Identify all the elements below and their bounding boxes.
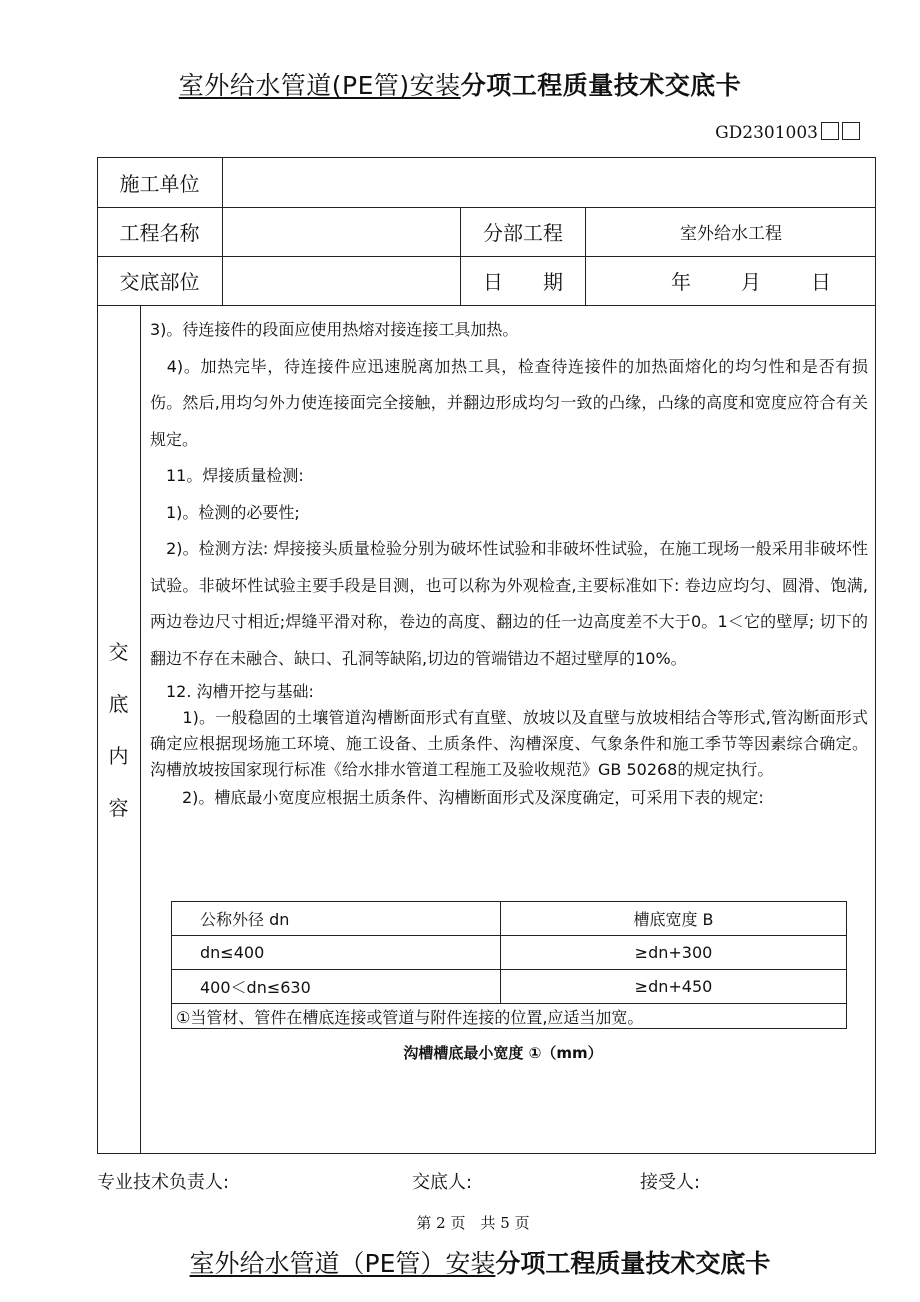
column-divider — [140, 305, 141, 1154]
table-cell: 400＜dn≤630 — [172, 970, 501, 1004]
value-sub-project: 室外给水工程 — [680, 224, 782, 244]
label-sub-project: 分部工程 — [483, 221, 563, 245]
next-title-rest: 分项工程质量技术交底卡 — [495, 1249, 771, 1278]
disclosure-content-label — [97, 306, 140, 1154]
table-header: 槽底宽度 B — [501, 902, 847, 936]
document-code — [715, 122, 860, 143]
date-year: 年 — [671, 270, 691, 294]
page-title — [0, 66, 920, 102]
title-underlined: 室外给水管道(PE管)安装 — [178, 71, 461, 100]
paragraph: 2)。槽底最小宽度应根据土质条件、沟槽断面形式及深度确定，可采用下表的规定: — [150, 788, 764, 807]
table-row — [172, 970, 847, 1004]
paragraph: 4)。加热完毕，待连接件应迅速脱离加热工具，检查待连接件的加热面熔化的均匀性和是否有损伤。然后,用均匀外力使连接面完全接触，并翻边形成均匀一致的凸缘，凸缘的高度和宽度应符合有关规定。 — [150, 356, 868, 449]
table-note-row — [172, 1004, 847, 1029]
value-date[interactable] — [586, 256, 876, 305]
label-project-name: 工程名称 — [119, 221, 200, 245]
footer-discloser: 交底人: — [412, 1172, 473, 1193]
footer-receiver: 接受人: — [640, 1172, 701, 1193]
value-construction-unit[interactable] — [223, 157, 875, 207]
side-char: 交 — [108, 640, 129, 664]
trench-width-table — [171, 901, 847, 1029]
next-title-underlined: 室外给水管道（PE管）安装 — [189, 1249, 496, 1278]
checkbox-icon — [821, 122, 839, 140]
paragraph: 1)。检测的必要性; — [150, 502, 300, 522]
paragraph: 11。焊接质量检测: — [150, 466, 304, 485]
disclosure-content — [150, 312, 868, 811]
paragraph: 12. 沟槽开挖与基础: — [150, 682, 314, 701]
side-char: 容 — [108, 796, 129, 820]
title-rest: 分项工程质量技术交底卡 — [460, 71, 742, 100]
value-project-name[interactable] — [223, 207, 460, 256]
side-char: 底 — [108, 692, 129, 716]
table-caption: 沟槽槽底最小宽度 ①（mm） — [403, 1044, 603, 1062]
dense-block — [150, 705, 868, 811]
row-divider — [97, 305, 876, 306]
table-cell: ≥dn+300 — [501, 936, 847, 970]
checkbox-icon — [842, 122, 860, 140]
next-page-title — [0, 1244, 920, 1280]
table-header: 公称外径 dn — [172, 902, 501, 936]
page-number: 第 2 页 共 5 页 — [416, 1214, 530, 1232]
paragraph: 1)。一般稳固的土壤管道沟槽断面形式有直壁、放坡以及直壁与放坡相结合等形式,管沟断面形式确定应根据现场施工环境、施工设备、土质条件、沟槽深度、气象条件和施工季节等因素综合确定。沟槽放坡按国家现行标准《给水排水管道工程施工及验收规范》GB 50268的规定执行。 — [150, 708, 868, 779]
date-day: 日 — [811, 270, 831, 294]
value-disclosure-part[interactable] — [223, 256, 460, 305]
table-header-row — [172, 902, 847, 936]
label-construction-unit: 施工单位 — [119, 171, 200, 196]
date-month: 月 — [741, 270, 761, 294]
code-text: GD2301003 — [715, 123, 818, 143]
paragraph: 3)。待连接件的段面应使用热熔对接连接工具加热。 — [150, 320, 519, 339]
side-char: 内 — [108, 744, 129, 768]
table-cell: ≥dn+450 — [501, 970, 847, 1004]
label-disclosure-part: 交底部位 — [119, 270, 200, 294]
table-cell: dn≤400 — [172, 936, 501, 970]
footer-tech-lead: 专业技术负责人: — [97, 1172, 230, 1193]
label-date: 日 期 — [483, 270, 563, 294]
table-row — [172, 936, 847, 970]
table-note: ①当管材、管件在槽底连接或管道与附件连接的位置,应适当加宽。 — [172, 1004, 847, 1029]
paragraph: 2)。检测方法: 焊接接头质量检验分别为破坏性试验和非破坏性试验，在施工现场一般采用非破坏性试验。非破坏性试验主要手段是目测，也可以称为外观检查,主要标准如下: 卷边应均匀、圆滑、饱满,两边卷边尺寸相近;焊缝平滑对称，卷边的高度、翻边的任一边高度差不大于0。1＜它的壁厚; 切下的翻边不存在未融合、缺口、孔洞等缺陷,切边的管端错边不超过壁厚的10%。 — [150, 539, 868, 668]
